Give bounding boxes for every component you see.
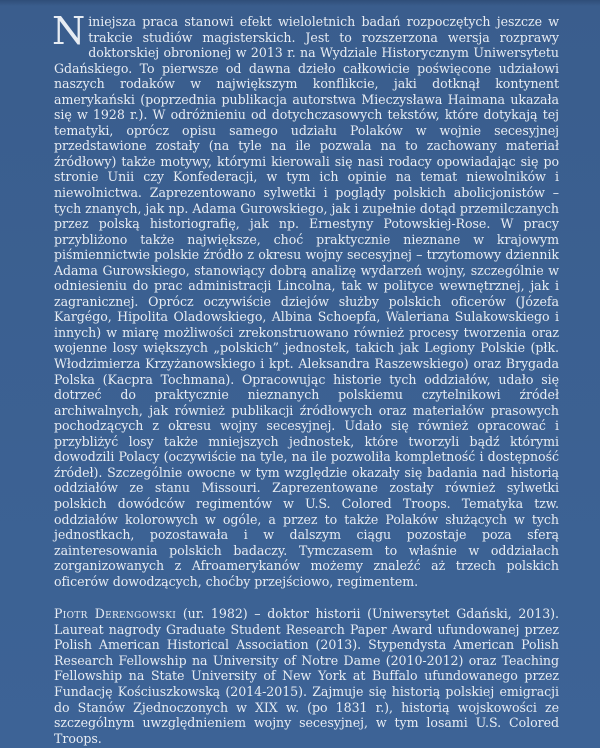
- book-description: [52, 9, 559, 589]
- author-bio-text: (ur. 1982) – doktor historii (Uniwersytet Gdański, 2013). Laureat nagrody Graduate Student Research Paper Award ufundowanej przez Polish American Historical Association (2013). Stypendysta American Polish Research Fellowship na University of Notre Dame (2010-2012) oraz Teaching Fellowship na State University of New York at Buffalo ufundowanego przez Fundację Kościuszkowską (2014-2015). Zajmuje się historią polskiej emigracji do Stanów Zjednoczonych w XIX w. (po 1831 r.), historią wojskowości ze szczególnym uwzględnieniem wojny secesyjnej, w tym losami U.S. Colored Troops.: [54, 606, 559, 746]
- author-name: Piotr Derengowski: [54, 606, 177, 622]
- drop-cap: N: [52, 9, 86, 53]
- description-text: iniejsza praca stanowi efekt wieloletnich badań rozpoczętych jeszcze w trakcie studiów magisterskich. Jest to rozszerzona wersja rozprawy doktorskiej obronionej w 2013 r. na Wydziale Historycznym Uniwersytetu Gdańskiego. To pierwsze od dawna dzieło całkowicie poświęcone udziałowi naszych rodaków w największym konflikcie, jaki dotknął kontynent amerykański (poprzednia publikacja autorstwa Mieczysława Haimana ukazała się w 1928 r.). W odróżnieniu od dotychczasowych tekstów, które dotykają tej tematyki, oprócz opisu samego udziału Polaków w wojnie secesyjnej przedstawione zostały (na tyle na ile pozwala na to zachowany materiał źródłowy) także motywy, którymi kierowali się nasi rodacy opowiadając się po stronie Unii czy Konfederacji, w tym ich opinie na temat niewolników i niewolnictwa. Zaprezentowano sylwetki i poglądy polskich abolicjonistów – tych znanych, jak np. Adama Gurowskiego, jak i zupełnie dotąd przemilczanych przez polską historiografię, jak np. Ernestyny Potowskiej-Rose. W pracy przybliżono także największe, choć praktycznie nieznane w krajowym piśmiennictwie polskie źródło z okresu wojny secesyjnej – trzytomowy dziennik Adama Gurowskiego, stanowiący dobrą analizę wydarzeń wojny, szczególnie w odniesieniu do prac administracji Lincolna, tak w polityce wewnętrznej, jak i zagranicznej. Oprócz oczywiście dziejów służby polskich oficerów (Józefa Kargégo, Hipolita Oladowskiego, Albina Schoepfa, Waleriana Sulakowskiego i innych) w miarę możliwości zrekonstruowano również procesy tworzenia oraz wojenne losy większych „polskich” jednostek, takich jak Legiony Polskie (płk. Włodzimierza Krzyżanowskiego i kpt. Aleksandra Raszewskiego) oraz Brygada Polska (Kacpra Tochmana). Opracowując historie tych oddziałów, udało się dotrzeć do praktycznie nieznanych polskiemu czytelnikowi źródeł archiwalnych, jak również publikacji źródłowych oraz materiałów prasowych pochodzących z okresu wojny secesyjnej. Udało się również opracować i przybliżyć losy także mniejszych jednostek, które tworzyli bądź którymi dowodzili Polacy (oczywiście na tyle, na ile pozwoliła kompletność i dostępność źródeł). Szczególnie owocne w tym względzie okazały się badania nad historią oddziałów ze stanu Missouri. Zaprezentowane zostały również sylwetki polskich dowódców regimentów w U.S. Colored Troops. Tematyka tzw. oddziałów kolorowych w ogóle, a przez to także Polaków służących w tych jednostkach, pozostawała i w dalszym ciągu pozostaje poza sferą zainteresowania polskich badaczy. Tymczasem to właśnie w oddziałach zorganizowanych z Afroamerykanów możemy znaleźć aż trzech polskich oficerów dowodzących, choćby przejściowo, regimentem.: [54, 14, 559, 589]
- author-bio: [54, 606, 559, 746]
- cover-text-block: [52, 9, 559, 746]
- cover-top-edge: [0, 0, 600, 6]
